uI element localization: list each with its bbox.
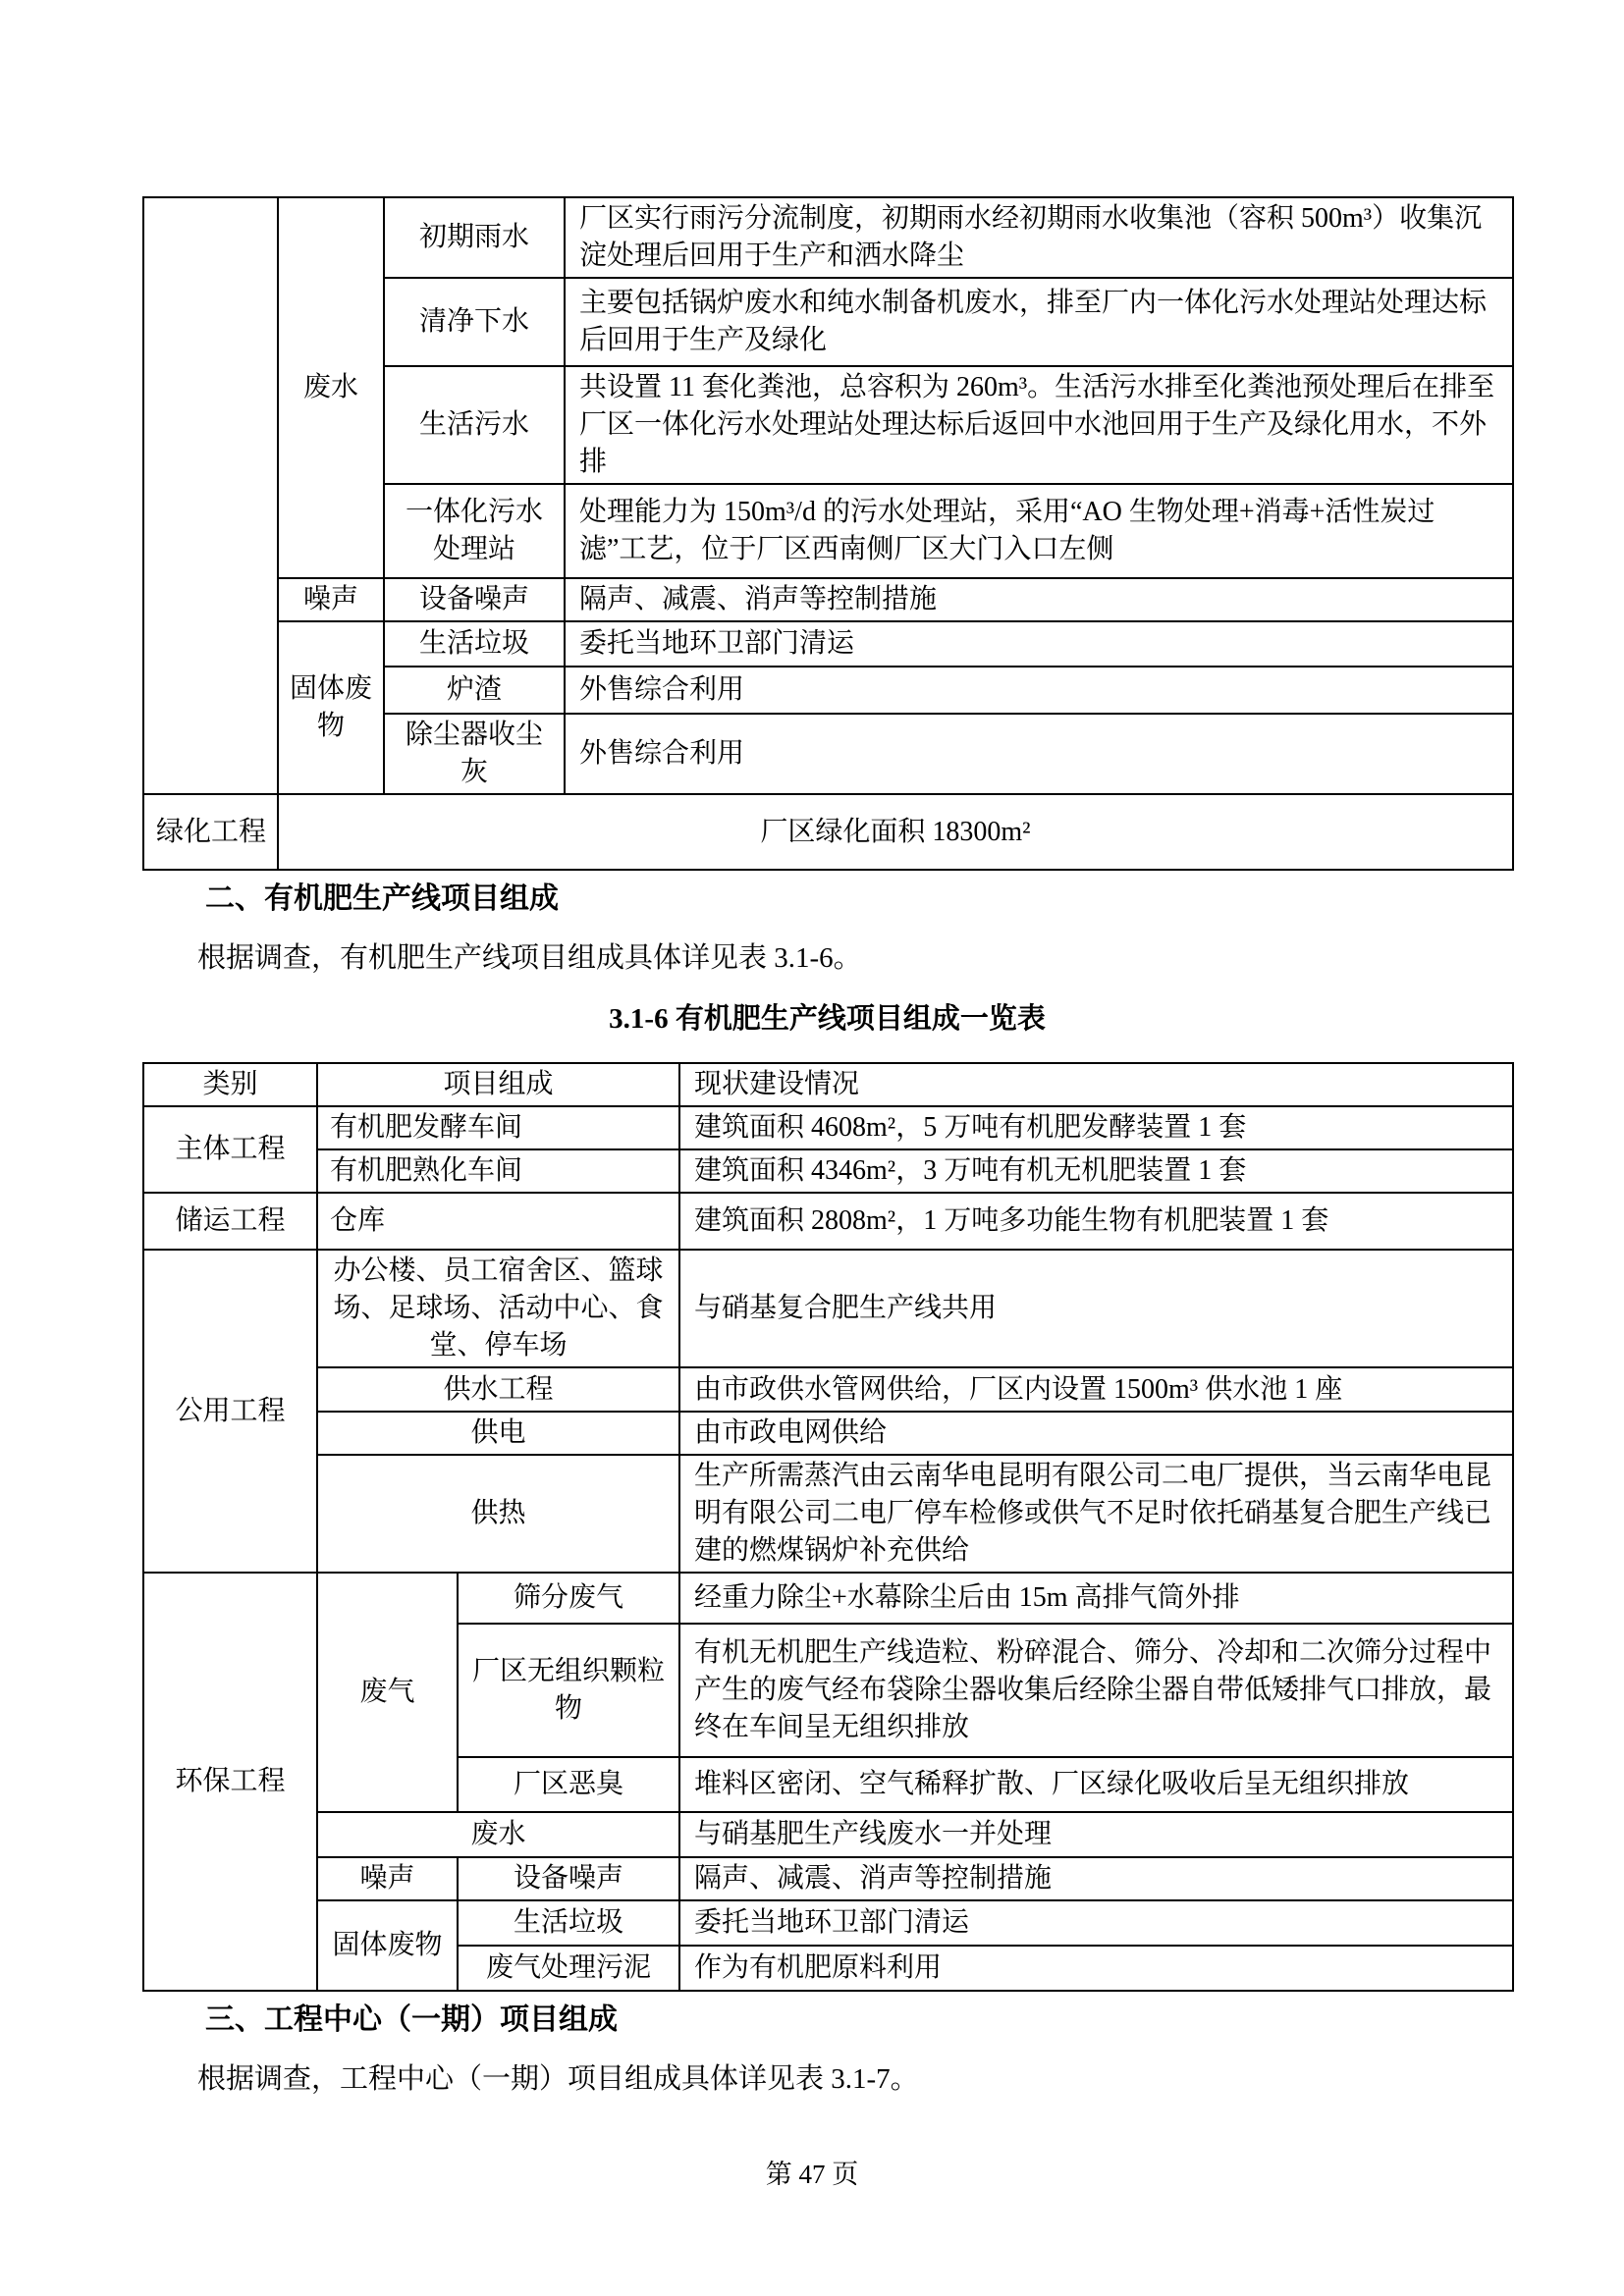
desc-cell: 堆料区密闭、空气稀释扩散、厂区绿化吸收后呈无组织排放 [679, 1757, 1513, 1812]
group-cell-solid-waste: 固体废物 [317, 1900, 458, 1991]
item-cell: 厂区无组织颗粒物 [458, 1624, 679, 1757]
paragraph-engineering-center: 根据调查，工程中心（一期）项目组成具体详见表 3.1-7。 [197, 2063, 919, 2095]
desc-cell: 委托当地环卫部门清运 [565, 621, 1513, 667]
group-cell-greening: 绿化工程 [143, 794, 278, 870]
item-cell: 炉渣 [384, 667, 565, 714]
header-component: 项目组成 [317, 1063, 679, 1106]
category-cell-main: 主体工程 [143, 1106, 317, 1193]
greening-value-cell: 厂区绿化面积 18300m² [278, 794, 1513, 870]
item-cell: 筛分废气 [458, 1573, 679, 1624]
group-cell-wastewater: 废水 [317, 1812, 679, 1857]
desc-cell: 外售综合利用 [565, 714, 1513, 794]
item-cell: 仓库 [317, 1193, 679, 1250]
paragraph-organic-fertilizer: 根据调查，有机肥生产线项目组成具体详见表 3.1-6。 [197, 942, 862, 974]
item-cell: 设备噪声 [458, 1857, 679, 1900]
table-row [143, 1367, 1513, 1412]
item-cell: 清净下水 [384, 278, 565, 366]
desc-cell: 有机无机肥生产线造粒、粉碎混合、筛分、冷却和二次筛分过程中产生的废气经布袋除尘器收集后经除尘器自带低矮排气口排放，最终在车间呈无组织排放 [679, 1624, 1513, 1757]
desc-cell: 作为有机肥原料利用 [679, 1946, 1513, 1991]
item-cell: 一体化污水处理站 [384, 484, 565, 578]
table-row [143, 1412, 1513, 1455]
section-heading-engineering-center: 三、工程中心（一期）项目组成 [205, 2003, 618, 2036]
desc-cell: 经重力除尘+水幕除尘后由 15m 高排气筒外排 [679, 1573, 1513, 1624]
item-cell: 办公楼、员工宿舍区、篮球场、足球场、活动中心、食堂、停车场 [317, 1250, 679, 1367]
desc-cell: 处理能力为 150m³/d 的污水处理站，采用“AO 生物处理+消毒+活性炭过滤”工艺，位于厂区西南侧厂区大门入口左侧 [565, 484, 1513, 578]
table-row [143, 1857, 1513, 1900]
group-cell-solid-waste: 固体废物 [278, 621, 384, 794]
group-cell-wastewater: 废水 [278, 197, 384, 578]
item-cell: 生活污水 [384, 366, 565, 484]
table-row [143, 794, 1513, 870]
item-cell: 除尘器收尘灰 [384, 714, 565, 794]
category-cell-empty [143, 197, 278, 794]
item-cell: 生活垃圾 [384, 621, 565, 667]
section-heading-organic-fertilizer: 二、有机肥生产线项目组成 [205, 882, 559, 915]
item-cell: 供电 [317, 1412, 679, 1455]
table-row [143, 1455, 1513, 1573]
group-cell-waste-gas: 废气 [317, 1573, 458, 1812]
table-row [143, 1149, 1513, 1193]
category-cell-utility: 公用工程 [143, 1250, 317, 1573]
group-cell-noise: 噪声 [278, 578, 384, 621]
item-cell: 厂区恶臭 [458, 1757, 679, 1812]
desc-cell: 建筑面积 4608m²，5 万吨有机肥发酵装置 1 套 [679, 1106, 1513, 1149]
item-cell: 初期雨水 [384, 197, 565, 278]
item-cell: 设备噪声 [384, 578, 565, 621]
item-cell: 生活垃圾 [458, 1900, 679, 1946]
table-3-1-6 [142, 1062, 1514, 1992]
table-row [143, 578, 1513, 621]
table-pollution-measures-continued [142, 196, 1514, 871]
header-status: 现状建设情况 [679, 1063, 1513, 1106]
table-row [143, 1106, 1513, 1149]
desc-cell: 主要包括锅炉废水和纯水制备机废水，排至厂内一体化污水处理站处理达标后回用于生产及绿化 [565, 278, 1513, 366]
table-row [143, 1193, 1513, 1250]
table-row [143, 1573, 1513, 1624]
desc-cell: 建筑面积 4346m²，3 万吨有机无机肥装置 1 套 [679, 1149, 1513, 1193]
category-cell-storage: 储运工程 [143, 1193, 317, 1250]
header-category: 类别 [143, 1063, 317, 1106]
desc-cell: 委托当地环卫部门清运 [679, 1900, 1513, 1946]
table-row [143, 1250, 1513, 1367]
desc-cell: 共设置 11 套化粪池，总容积为 260m³。生活污水排至化粪池预处理后在排至厂区一体化污水处理站处理达标后返回中水池回用于生产及绿化用水，不外排 [565, 366, 1513, 484]
table-header-row [143, 1063, 1513, 1106]
item-cell: 供水工程 [317, 1367, 679, 1412]
desc-cell: 由市政供水管网供给，厂区内设置 1500m³ 供水池 1 座 [679, 1367, 1513, 1412]
desc-cell: 与硝基复合肥生产线共用 [679, 1250, 1513, 1367]
page-content [142, 196, 1512, 2102]
table-row [143, 1900, 1513, 1946]
table-row [143, 621, 1513, 667]
desc-cell: 隔声、减震、消声等控制措施 [679, 1857, 1513, 1900]
table-row [143, 197, 1513, 278]
table-row [143, 1812, 1513, 1857]
desc-cell: 由市政电网供给 [679, 1412, 1513, 1455]
group-cell-noise: 噪声 [317, 1857, 458, 1900]
desc-cell: 厂区实行雨污分流制度，初期雨水经初期雨水收集池（容积 500m³）收集沉淀处理后回用于生产和洒水降尘 [565, 197, 1513, 278]
page-number: 第 47 页 [765, 2160, 859, 2189]
item-cell: 供热 [317, 1455, 679, 1573]
category-cell-environment: 环保工程 [143, 1573, 317, 1991]
desc-cell: 隔声、减震、消声等控制措施 [565, 578, 1513, 621]
item-cell: 有机肥熟化车间 [317, 1149, 679, 1193]
table-3-1-6-title: 3.1-6 有机肥生产线项目组成一览表 [609, 1003, 1046, 1035]
desc-cell: 外售综合利用 [565, 667, 1513, 714]
desc-cell: 建筑面积 2808m²，1 万吨多功能生物有机肥装置 1 套 [679, 1193, 1513, 1250]
desc-cell: 生产所需蒸汽由云南华电昆明有限公司二电厂提供，当云南华电昆明有限公司二电厂停车检修或供气不足时依托硝基复合肥生产线已建的燃煤锅炉补充供给 [679, 1455, 1513, 1573]
desc-cell: 与硝基肥生产线废水一并处理 [679, 1812, 1513, 1857]
item-cell: 废气处理污泥 [458, 1946, 679, 1991]
item-cell: 有机肥发酵车间 [317, 1106, 679, 1149]
